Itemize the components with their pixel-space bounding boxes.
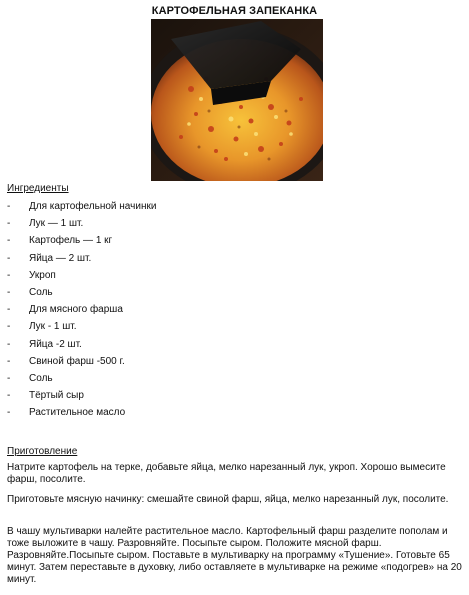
ingredient-text: Картофель — 1 кг [29,235,113,247]
list-marker: - [7,269,11,281]
ingredient-text: Соль [29,286,53,298]
casserole-photo [151,19,323,181]
ingredient-text: Лук — 1 шт. [29,218,84,230]
list-marker: - [7,286,11,298]
list-item [0,318,469,335]
list-marker: - [7,235,11,247]
list-item [0,215,469,232]
page-title: КАРТОФЕЛЬНАЯ ЗАПЕКАНКА [151,5,318,17]
ingredient-text: Растительное масло [29,407,126,419]
list-item [0,353,469,370]
ingredient-text: Тёртый сыр [29,390,84,402]
ingredient-text: Яйца — 2 шт. [29,252,92,264]
list-item [0,198,469,215]
list-marker: - [7,252,11,264]
list-item [0,250,469,267]
ingredient-text: Яйца -2 шт. [29,338,82,350]
list-marker: - [7,304,11,316]
list-item [0,284,469,301]
ingredient-text: Для мясного фарша [29,304,123,316]
list-marker: - [7,321,11,333]
preparation-step-2: Приготовьте мясную начинку: смешайте свиной фарш, яйца, мелко нарезанный лук, посолите. [7,494,449,505]
ingredients-list [0,198,469,421]
list-item [0,387,469,404]
list-item [0,404,469,421]
preparation-step-3: В чашу мультиварки налейте растительное масло. Картофельный фарш разделите пополам и тоже выложите в чашу. Разровняйте. Посыпьте сыром. Положите мясной фарш. Разровняйте.Посыпьте сыром. Поставьте в мультиварку на программу «Тушение». Готовьте 65 минут. Затем переставьте в духовку, либо оставляете в мультиварке на режиме «подогрев» на 20 минут. [7,526,462,585]
list-marker: - [7,390,11,402]
list-item [0,301,469,318]
list-marker: - [7,355,11,367]
list-item [0,336,469,353]
casserole-photo-illustration [151,19,323,181]
preparation-step-1: Натрите картофель на терке, добавьте яйца, мелко нарезанный лук, укроп. Хорошо вымесите фарш, посолите. [7,462,446,485]
preparation-heading: Приготовление [7,446,78,457]
list-marker: - [7,218,11,230]
list-marker: - [7,372,11,384]
ingredients-heading: Ингредиенты [7,183,69,194]
ingredient-text: Укроп [29,269,56,281]
ingredient-text: Лук - 1 шт. [29,321,77,333]
list-item [0,267,469,284]
list-marker: - [7,338,11,350]
list-marker: - [7,407,11,419]
list-marker: - [7,201,11,212]
list-item [0,370,469,387]
ingredient-text: Для картофельной начинки [29,201,157,212]
list-item [0,232,469,249]
ingredient-text: Соль [29,372,53,384]
ingredient-text: Свиной фарш -500 г. [29,355,125,367]
